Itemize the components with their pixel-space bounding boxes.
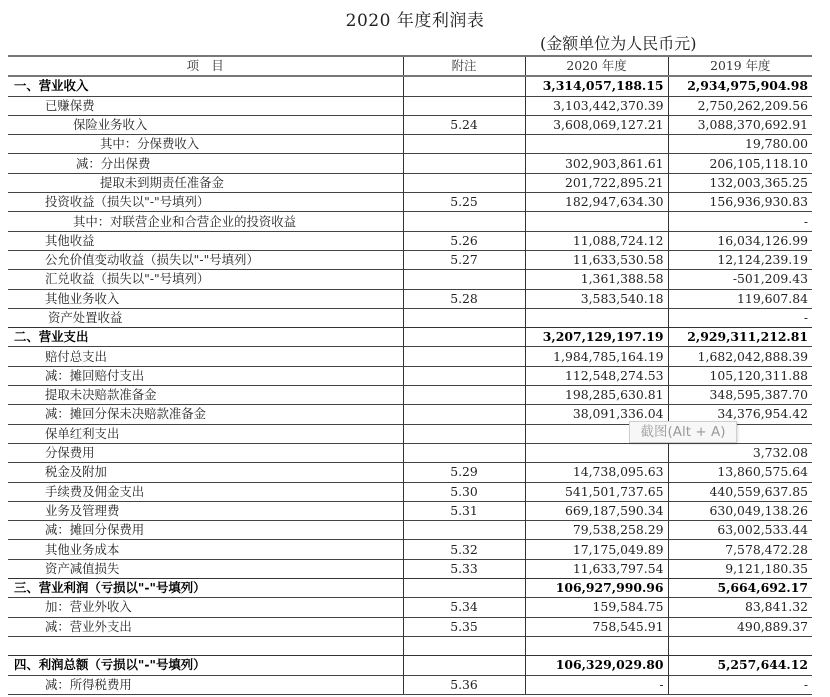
row-value-2019: 3,732.08 xyxy=(668,443,812,462)
row-value-2020: 758,545.91 xyxy=(525,617,668,636)
table-row xyxy=(8,598,812,617)
row-value-2019: 630,049,138.26 xyxy=(668,501,812,520)
row-note xyxy=(403,96,525,115)
table-row xyxy=(8,76,812,96)
row-value-2019: 63,002,533.44 xyxy=(668,521,812,540)
row-value-2019: 132,003,365.25 xyxy=(668,173,812,192)
row-label: 减：营业外支出 xyxy=(8,617,403,636)
row-value-2019: 2,934,975,904.98 xyxy=(668,76,812,96)
row-label: 加：营业外收入 xyxy=(8,598,403,617)
row-value-2020: 1,361,388.58 xyxy=(525,270,668,289)
row-value-2020: 11,633,530.58 xyxy=(525,250,668,269)
row-value-2020: 302,903,861.61 xyxy=(525,154,668,173)
row-value-2019: 16,034,126.99 xyxy=(668,231,812,250)
row-value-2020: 17,175,049.89 xyxy=(525,540,668,559)
row-label: 其他收益 xyxy=(8,231,403,250)
row-value-2020: 38,091,336.04 xyxy=(525,405,668,424)
row-label: 税金及附加 xyxy=(8,463,403,482)
statement-title: 2020 年度利润表 xyxy=(345,11,485,31)
table-row xyxy=(8,482,812,501)
table-row xyxy=(8,366,812,385)
table-row xyxy=(8,154,812,173)
row-value-2019: -501,209.43 xyxy=(668,270,812,289)
row-value-2020: 3,314,057,188.15 xyxy=(525,76,668,96)
row-note: 5.32 xyxy=(403,540,525,559)
row-note xyxy=(403,424,525,443)
table-row xyxy=(8,96,812,115)
header-item: 项 目 xyxy=(8,56,403,76)
row-label: 减：摊回分保费用 xyxy=(8,521,403,540)
row-value-2019: 2,929,311,212.81 xyxy=(668,328,812,347)
table-row xyxy=(8,212,812,231)
row-value-2020: 106,329,029.80 xyxy=(525,656,668,675)
row-value-2019: 9,121,180.35 xyxy=(668,559,812,578)
table-row xyxy=(8,115,812,134)
row-value-2019: 440,559,637.85 xyxy=(668,482,812,501)
row-label: 减：所得税费用 xyxy=(8,675,403,694)
row-note xyxy=(403,135,525,154)
table-row xyxy=(8,231,812,250)
row-value-2019: 12,124,239.19 xyxy=(668,250,812,269)
row-value-2019: 490,889.37 xyxy=(668,617,812,636)
row-label: 公允价值变动收益（损失以"-"号填列） xyxy=(8,250,403,269)
row-value-2019: - xyxy=(668,212,812,231)
row-value-2020: 11,088,724.12 xyxy=(525,231,668,250)
row-label: 其他业务成本 xyxy=(8,540,403,559)
row-value-2019: - xyxy=(668,675,812,694)
row-note xyxy=(403,212,525,231)
row-note xyxy=(403,386,525,405)
row-note xyxy=(403,270,525,289)
row-value-2019: 348,595,387.70 xyxy=(668,386,812,405)
row-note xyxy=(403,656,525,675)
row-note: 5.28 xyxy=(403,289,525,308)
screenshot-shortcut-tooltip: 截图(Alt + A) xyxy=(629,421,737,443)
row-note xyxy=(403,347,525,366)
row-value-2020: 3,583,540.18 xyxy=(525,289,668,308)
table-row xyxy=(8,328,812,347)
row-label: 赔付总支出 xyxy=(8,347,403,366)
row-value-2020: 3,608,069,127.21 xyxy=(525,115,668,134)
row-value-2019: 5,664,692.17 xyxy=(668,579,812,598)
table-row xyxy=(8,193,812,212)
table-row xyxy=(8,579,812,598)
row-label: 减：摊回分保未决赔款准备金 xyxy=(8,405,403,424)
row-value-2020 xyxy=(525,135,668,154)
table-row xyxy=(8,675,812,694)
row-note xyxy=(403,579,525,598)
row-label: 业务及管理费 xyxy=(8,501,403,520)
row-label: 减：摊回赔付支出 xyxy=(8,366,403,385)
row-value-2020: 541,501,737.65 xyxy=(525,482,668,501)
row-value-2020: 182,947,634.30 xyxy=(525,193,668,212)
row-value-2019: 119,607.84 xyxy=(668,289,812,308)
row-value-2019: 19,780.00 xyxy=(668,135,812,154)
row-value-2020: - xyxy=(525,675,668,694)
row-value-2019: 13,860,575.64 xyxy=(668,463,812,482)
row-value-2019: 5,257,644.12 xyxy=(668,656,812,675)
row-label: 三、营业利润（亏损以"-"号填列） xyxy=(8,579,403,598)
row-value-2019: 206,105,118.10 xyxy=(668,154,812,173)
row-value-2020 xyxy=(525,212,668,231)
row-note xyxy=(403,405,525,424)
row-label: 二、营业支出 xyxy=(8,328,403,347)
table-row xyxy=(8,443,812,462)
row-value-2020: 3,103,442,370.39 xyxy=(525,96,668,115)
row-note: 5.30 xyxy=(403,482,525,501)
row-value-2020: 159,584.75 xyxy=(525,598,668,617)
row-note xyxy=(403,636,525,655)
row-label: 手续费及佣金支出 xyxy=(8,482,403,501)
row-note xyxy=(403,328,525,347)
table-row xyxy=(8,173,812,192)
table-row xyxy=(8,347,812,366)
row-value-2019: 2,750,262,209.56 xyxy=(668,96,812,115)
row-label: 分保费用 xyxy=(8,443,403,462)
row-note xyxy=(403,76,525,96)
row-value-2019: 83,841.32 xyxy=(668,598,812,617)
row-value-2020: 11,633,797.54 xyxy=(525,559,668,578)
row-value-2020: 1,984,785,164.19 xyxy=(525,347,668,366)
row-note: 5.29 xyxy=(403,463,525,482)
table-row xyxy=(8,656,812,675)
row-value-2019: 3,088,370,692.91 xyxy=(668,115,812,134)
header-note: 附注 xyxy=(403,56,525,76)
row-value-2020: 112,548,274.53 xyxy=(525,366,668,385)
row-label: 资产减值损失 xyxy=(8,559,403,578)
table-row xyxy=(8,521,812,540)
row-value-2020: 106,927,990.96 xyxy=(525,579,668,598)
row-label: 一、营业收入 xyxy=(8,76,403,96)
row-value-2019: 105,120,311.88 xyxy=(668,366,812,385)
table-row xyxy=(8,559,812,578)
row-label: 保单红利支出 xyxy=(8,424,403,443)
row-value-2020: 79,538,258.29 xyxy=(525,521,668,540)
header-2020: 2020 年度 xyxy=(525,56,668,76)
row-value-2020 xyxy=(525,636,668,655)
row-label: 提取未到期责任准备金 xyxy=(8,173,403,192)
row-label: 减：分出保费 xyxy=(8,154,403,173)
table-row xyxy=(8,386,812,405)
row-label: 汇兑收益（损失以"-"号填列） xyxy=(8,270,403,289)
row-note: 5.36 xyxy=(403,675,525,694)
row-label: 投资收益（损失以"-"号填列） xyxy=(8,193,403,212)
table-row xyxy=(8,540,812,559)
table-row xyxy=(8,289,812,308)
row-value-2019 xyxy=(668,636,812,655)
row-value-2020: 669,187,590.34 xyxy=(525,501,668,520)
table-row xyxy=(8,501,812,520)
row-note: 5.33 xyxy=(403,559,525,578)
row-label: 其中：对联营企业和合营企业的投资收益 xyxy=(8,212,403,231)
row-label: 其中：分保费收入 xyxy=(8,135,403,154)
row-value-2020 xyxy=(525,308,668,327)
table-row xyxy=(8,270,812,289)
row-note xyxy=(403,308,525,327)
row-value-2019: 7,578,472.28 xyxy=(668,540,812,559)
row-note xyxy=(403,443,525,462)
table-row xyxy=(8,308,812,327)
row-value-2020: 198,285,630.81 xyxy=(525,386,668,405)
row-note: 5.31 xyxy=(403,501,525,520)
row-label: 资产处置收益 xyxy=(8,308,403,327)
row-value-2020 xyxy=(525,443,668,462)
table-row xyxy=(8,617,812,636)
row-note: 5.24 xyxy=(403,115,525,134)
table-row xyxy=(8,250,812,269)
row-value-2020: 14,738,095.63 xyxy=(525,463,668,482)
row-label xyxy=(8,636,403,655)
row-note: 5.27 xyxy=(403,250,525,269)
row-label: 四、利润总额（亏损以"-"号填列） xyxy=(8,656,403,675)
row-note xyxy=(403,154,525,173)
row-label: 已赚保费 xyxy=(8,96,403,115)
row-value-2020: 201,722,895.21 xyxy=(525,173,668,192)
header-2019: 2019 年度 xyxy=(668,56,812,76)
row-label: 提取未决赔款准备金 xyxy=(8,386,403,405)
row-value-2020: 3,207,129,197.19 xyxy=(525,328,668,347)
row-value-2019: 34,376,954.42 xyxy=(668,405,812,424)
table-row xyxy=(8,135,812,154)
row-note: 5.35 xyxy=(403,617,525,636)
currency-unit-note: (金额单位为人民币元) xyxy=(540,34,697,53)
row-note: 5.34 xyxy=(403,598,525,617)
row-value-2019: 1,682,042,888.39 xyxy=(668,347,812,366)
table-row-empty xyxy=(8,636,812,655)
table-row xyxy=(8,463,812,482)
row-note xyxy=(403,366,525,385)
row-label: 保险业务收入 xyxy=(8,115,403,134)
row-label: 其他业务收入 xyxy=(8,289,403,308)
row-note xyxy=(403,173,525,192)
row-note: 5.26 xyxy=(403,231,525,250)
row-note xyxy=(403,521,525,540)
income-statement-table xyxy=(8,55,812,695)
row-note: 5.25 xyxy=(403,193,525,212)
row-value-2019: - xyxy=(668,308,812,327)
row-value-2019: 156,936,930.83 xyxy=(668,193,812,212)
table-header-row xyxy=(8,56,812,76)
